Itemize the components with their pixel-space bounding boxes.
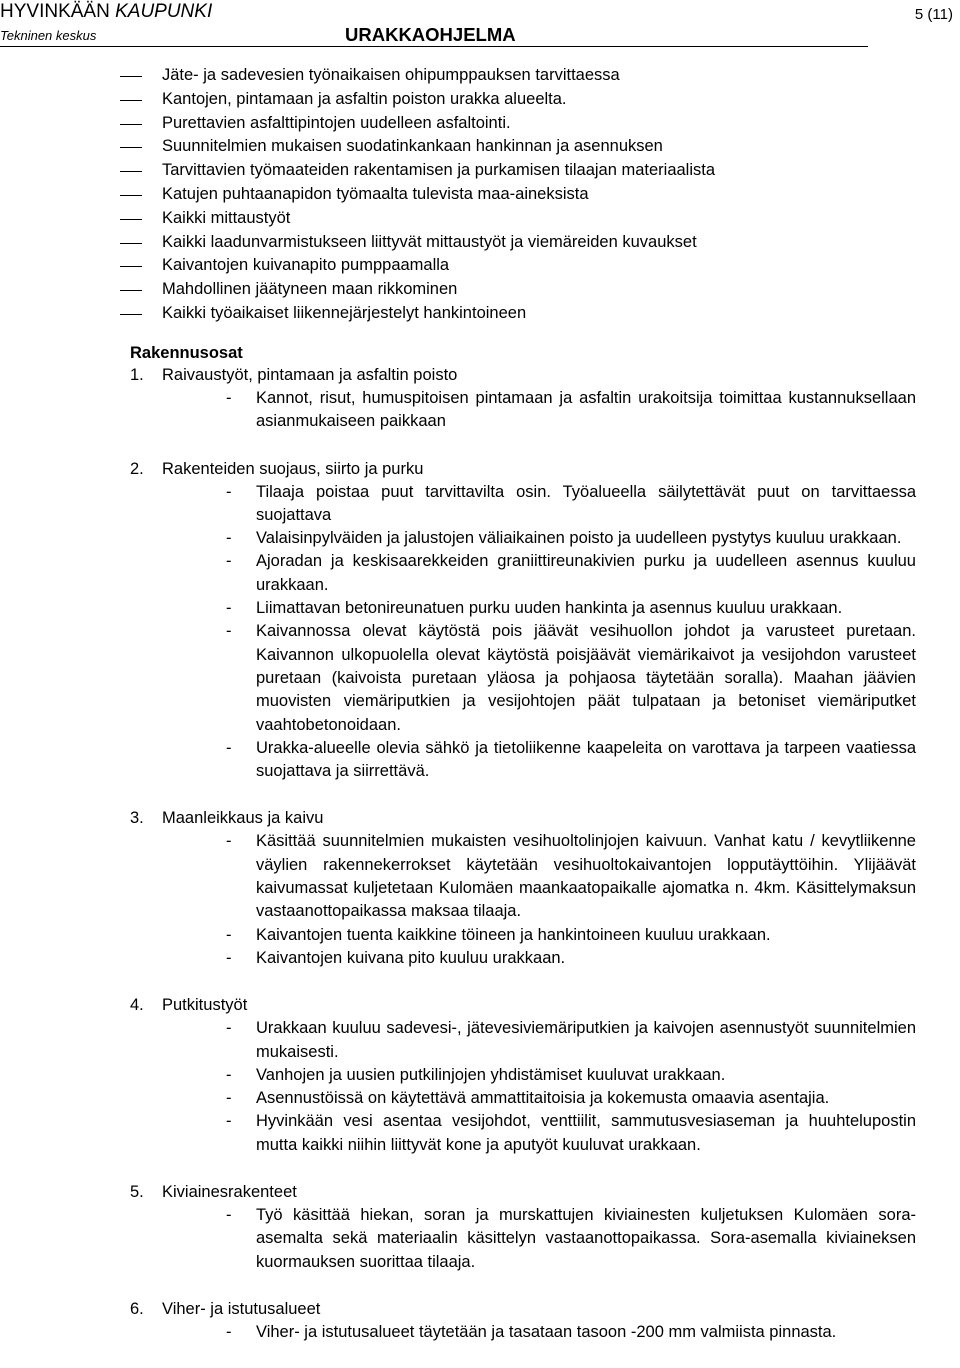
page-number: 5 (11) [914,6,953,23]
list-item [120,183,715,207]
part-title: Kiviainesrakenteet [162,1183,297,1202]
list-item [120,112,715,136]
part-number: 6. [130,1299,144,1318]
list-item-text: Urakka-alueelle olevia sähkö ja tietoliikenne kaapeleita on varottava ja tarpeen vaatiessa suojattava ja siirrettävä. [256,738,916,781]
part-heading [130,994,930,1017]
list-item [130,387,930,434]
hyphen-bullet: - [226,738,232,757]
list-item-text: Ajoradan ja keskisaarekkeiden graniittireunakivien purku ja uudelleen asennus kuuluu urakkaan. [256,552,916,594]
list-item-text: Katujen puhtaanapidon työmaalta tulevista maa-aineksista [162,184,589,203]
part-items [130,387,930,434]
part-title: Putkitustyöt [162,996,248,1015]
list-item [130,550,930,597]
list-item [120,135,715,159]
hyphen-bullet: - [226,1112,232,1131]
list-item-text: Jäte- ja sadevesien työnaikaisen ohipumppauksen tarvittaessa [162,66,620,84]
part-number: 5. [130,1183,144,1202]
dash-bullet [120,171,142,172]
part-title: Raivaustyöt, pintamaan ja asfaltin poisto [162,366,458,384]
dash-bullet [120,147,142,148]
list-item [120,278,715,302]
list-item [120,302,715,326]
hyphen-bullet: - [226,482,232,501]
dash-bullet [120,219,142,220]
list-item [130,947,930,970]
list-item-text: Kaivantojen kuivanapito pumppaamalla [162,256,450,275]
part-title: Rakenteiden suojaus, siirto ja purku [162,459,424,478]
section-title: Rakennusosat [130,344,243,362]
list-item-text: Viher- ja istutusalueet täytetään ja tasataan tasoon -200 mm valmiista pinnasta. [256,1322,837,1341]
list-item-text: Urakkaan kuuluu sadevesi-, jätevesiviemäriputkien ja kaivojen asennustyöt suunnitelmien mukaisesti. [256,1019,916,1061]
document-title: URAKKAOHJELMA [345,24,516,45]
dash-bullet [120,76,142,77]
hyphen-bullet: - [226,622,232,641]
hyphen-bullet: - [226,832,232,851]
dash-bullet [120,243,142,244]
hyphen-bullet: - [226,1089,232,1108]
construction-part [130,364,930,434]
list-item-text: Suunnitelmien mukaisen suodatinkankaan hankinnan ja asennuksen [162,137,663,156]
list-item [130,1017,930,1064]
list-item-text: Tilaaja poistaa puut tarvittavilta osin. Työalueella säilytettävät puut on tarvittaessa suojattava [256,482,916,524]
organization-name [0,1,212,23]
hyphen-bullet: - [226,552,232,571]
part-number: 2. [130,459,144,478]
part-heading [130,364,930,387]
list-item-text: Kaivannossa olevat käytöstä pois jäävät vesihuollon johdot ja varusteet puretaan. Kaivannon ulkopuolella olevat käytöstä poisjäävät viemärikaivot ja vesijohdon varusteet puretaan (kaivoista puretaan yläosa ja pohjaosa täytetään soralla). Maahan jäävien muovisten viemäriputkien ja vesijohtojen päät tulpataan ja betoniset viemäriputket vaahtobetonoidaan. [256,622,916,734]
construction-parts [130,364,930,1368]
list-item [130,924,930,947]
list-item [120,159,715,183]
list-item [130,1321,930,1344]
list-item [120,254,715,278]
part-number: 3. [130,809,144,828]
hyphen-bullet: - [226,1019,232,1038]
part-heading [130,807,930,830]
dash-bullet [120,100,142,101]
hyphen-bullet: - [226,1206,232,1225]
organization-name-regular: HYVINKÄÄN [0,1,116,22]
hyphen-bullet: - [226,948,232,967]
list-item [130,1087,930,1110]
list-item-text: Kaikki laadunvarmistukseen liittyvät mittaustyöt ja viemäreiden kuvaukset [162,232,697,251]
list-item [120,64,715,88]
part-items [130,481,930,784]
hyphen-bullet: - [226,1322,232,1341]
header-divider [0,46,868,47]
hyphen-bullet: - [226,1065,232,1084]
department-name: Tekninen keskus [0,28,97,43]
list-item [130,1064,930,1087]
list-item [130,830,930,923]
list-item [130,1204,930,1274]
list-item-text: Kaivantojen tuenta kaikkine töineen ja hankintoineen kuuluu urakkaan. [256,925,771,944]
construction-part [130,1181,930,1274]
part-items [130,1017,930,1157]
hyphen-bullet: - [226,925,232,944]
list-item-text: Asennustöissä on käytettävä ammattitaitoisia ja kokemusta omaavia asentajia. [256,1089,830,1108]
list-item-text: Kaikki työaikaiset liikennejärjestelyt hankintoineen [162,303,527,322]
part-items [130,830,930,970]
construction-part [130,807,930,970]
dash-bullet [120,266,142,267]
part-title: Maanleikkaus ja kaivu [162,809,324,828]
list-item [130,1110,930,1157]
hyphen-bullet: - [226,529,232,548]
part-heading [130,1298,930,1321]
list-item-text: Valaisinpylväiden ja jalustojen väliaikainen poisto ja uudelleen pystytys kuuluu urakkaan. [256,529,902,548]
list-item [120,88,715,112]
list-item-text: Liimattavan betonireunatuen purku uuden hankinta ja asennus kuuluu urakkaan. [256,599,843,618]
list-item [120,207,715,231]
part-items [130,1321,930,1344]
dash-bullet [120,195,142,196]
hyphen-bullet: - [226,389,232,407]
list-item-text: Vanhojen ja uusien putkilinjojen yhdistämiset kuuluvat urakkaan. [256,1065,726,1084]
list-item-text: Käsittää suunnitelmien mukaisten vesihuoltolinjojen kaivuun. Vanhat katu / kevytliikenne väylien rakennekerrokset käytetään vesihuoltokaivantojen lopputäyttöihin. Ylijäävät kaivumassat kuljetetaan Kulomäen maankaatopaikalle ajomatka n. 4km. Käsittelymaksun vastaanottopaikassa maksaa tilaaja. [256,832,916,921]
organization-name-italic: KAUPUNKI [115,1,213,22]
list-item-text: Purettavien asfalttipintojen uudelleen asfaltointi. [162,113,511,132]
hyphen-bullet: - [226,599,232,618]
list-item [130,737,930,784]
list-item [130,527,930,550]
list-item-text: Työ käsittää hiekan, soran ja murskattujen kiviainesten kuljetuksen Kulomäen sora-asemalta sekä materiaalin käsittelyn vastaanottopaikassa. Sora-asemalla kiviaineksen kuormauksen suorittaa tilaaja. [256,1206,916,1271]
list-item-text: Kannot, risut, humuspitoisen pintamaan ja asfaltin urakoitsija toimittaa kustannuksellaan asianmukaiseen paikkaan [256,389,916,431]
dash-bullet [120,124,142,125]
construction-part [130,1298,930,1344]
list-item-text: Kantojen, pintamaan ja asfaltin poiston urakka alueelta. [162,89,567,108]
part-title: Viher- ja istutusalueet [162,1299,321,1318]
part-number: 4. [130,996,144,1015]
construction-part [130,994,930,1157]
scope-list [120,64,715,326]
part-heading [130,458,930,481]
construction-part [130,458,930,784]
dash-bullet [120,290,142,291]
list-item [130,597,930,620]
list-item-text: Kaikki mittaustyöt [162,208,291,227]
list-item [120,231,715,255]
part-number: 1. [130,366,144,384]
part-items [130,1204,930,1274]
dash-bullet [120,314,142,315]
list-item-text: Mahdollinen jäätyneen maan rikkominen [162,280,458,299]
list-item [130,620,930,736]
list-item-text: Tarvittavien työmaateiden rakentamisen ja purkamisen tilaajan materiaalista [162,161,716,180]
list-item-text: Kaivantojen kuivana pito kuuluu urakkaan. [256,948,566,967]
part-heading [130,1181,930,1204]
list-item [130,481,930,528]
list-item-text: Hyvinkään vesi asentaa vesijohdot, venttiilit, sammutusvesiaseman ja huuhtelupostin mutta kaikki niihin liittyvät kone ja aputyöt kuuluvat urakkaan. [256,1112,916,1154]
